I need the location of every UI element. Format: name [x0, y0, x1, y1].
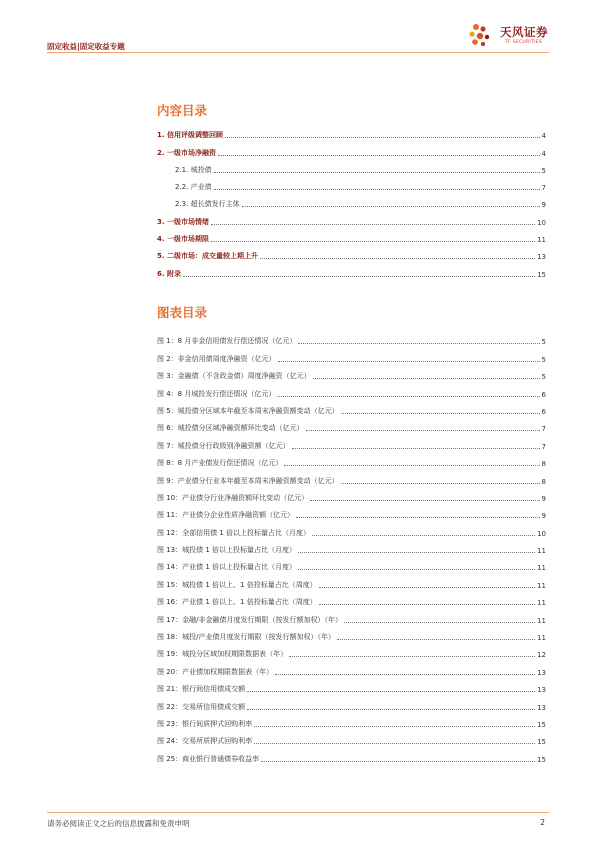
figure-entry[interactable]	[157, 399, 546, 416]
logo-name-en: TF SECURITIES	[505, 40, 543, 45]
entry-label: 图 14：产业债 1 倍以上投标量占比（月度）	[157, 563, 297, 572]
entry-page-number: 9	[541, 494, 546, 503]
entry-label: 图 22：交易所信用债成交额	[157, 702, 246, 711]
entry-page-number: 11	[537, 634, 546, 643]
figure-entry[interactable]	[157, 659, 546, 676]
figure-entry[interactable]	[157, 729, 546, 746]
report-category: 固定收益|固定收益专题	[47, 42, 125, 51]
figure-entry[interactable]	[157, 346, 546, 363]
entry-label: 图 21：银行间信用债成交额	[157, 685, 246, 694]
dot-leader	[260, 258, 535, 259]
entry-label: 图 18：城投/产业债月度发行期限（按发行额加权）（年）	[157, 633, 335, 642]
entry-label: 图 20：产业债加权期限数据表（年）	[157, 667, 274, 676]
entry-page-number: 5	[541, 373, 546, 382]
entry-label: 6. 附录	[157, 269, 181, 278]
dot-leader	[242, 206, 540, 207]
figure-entry[interactable]	[157, 625, 546, 642]
entry-label: 图 7：城投债分行政级别净融资额（亿元）	[157, 441, 290, 450]
toc-entry[interactable]	[157, 209, 546, 226]
toc-entry[interactable]	[157, 175, 546, 192]
entry-page-number: 6	[541, 390, 546, 399]
figure-entry[interactable]	[157, 746, 546, 763]
dot-leader	[225, 137, 540, 138]
entry-page-number: 10	[537, 529, 546, 538]
figure-entry[interactable]	[157, 486, 546, 503]
entry-page-number: 5	[541, 355, 546, 364]
dot-leader	[278, 361, 540, 362]
figure-entry[interactable]	[157, 364, 546, 381]
entry-page-number: 4	[541, 132, 546, 141]
figure-entry[interactable]	[157, 503, 546, 520]
entry-page-number: 13	[537, 703, 546, 712]
header-divider	[47, 52, 549, 53]
dot-leader	[310, 500, 539, 501]
entry-label: 图 19：城投分区域加权期限数据表（年）	[157, 650, 288, 659]
entry-page-number: 15	[537, 720, 546, 729]
entry-label: 图 6：城投债分区域净融资额环比变动（亿元）	[157, 424, 304, 433]
dot-leader	[247, 691, 535, 692]
dot-leader	[254, 726, 535, 727]
toc-entry[interactable]	[157, 261, 546, 278]
dot-leader	[284, 465, 539, 466]
dot-leader	[319, 604, 535, 605]
dot-leader	[275, 674, 535, 675]
figures-title: 图表目录	[157, 305, 208, 320]
entry-page-number: 4	[541, 149, 546, 158]
entry-label: 1. 信用评级调整回顾	[157, 131, 223, 140]
entry-page-number: 15	[537, 738, 546, 747]
entry-page-number: 10	[537, 218, 546, 227]
toc-entry[interactable]	[157, 227, 546, 244]
entry-label: 图 17：金融/非金融债月度发行期限（按发行额加权）（年）	[157, 615, 342, 624]
dot-leader	[289, 656, 535, 657]
dot-leader	[277, 396, 539, 397]
entry-page-number: 5	[541, 338, 546, 347]
entry-label: 图 16：产业债 1 倍以上、1 倍投标量占比（周度）	[157, 598, 317, 607]
dot-leader	[214, 172, 540, 173]
entry-page-number: 11	[537, 236, 546, 245]
toc-entry[interactable]	[157, 158, 546, 175]
entry-label: 图 10：产业债分行业净融资额环比变动（亿元）	[157, 493, 309, 502]
toc-entry[interactable]	[157, 192, 546, 209]
figure-entry[interactable]	[157, 433, 546, 450]
entry-label: 图 23：银行间质押式回购利率	[157, 719, 253, 728]
dot-leader	[298, 343, 539, 344]
entry-page-number: 11	[537, 616, 546, 625]
dot-leader	[261, 761, 535, 762]
entry-page-number: 15	[537, 755, 546, 764]
entry-page-number: 13	[537, 686, 546, 695]
entry-label: 图 1：8 月非金信用债发行偿还情况（亿元）	[157, 337, 297, 346]
entry-label: 2.3. 超长债发行主体	[175, 200, 240, 209]
entry-label: 图 8：8 月产业债发行偿还情况（亿元）	[157, 459, 283, 468]
logo-name-cn: 天风证券	[500, 25, 548, 39]
entry-page-number: 9	[541, 201, 546, 210]
toc-entry[interactable]	[157, 244, 546, 261]
footer-disclaimer: 请务必阅读正文之后的信息披露和免责申明	[47, 819, 190, 828]
toc-list	[157, 123, 546, 279]
figures-list	[157, 329, 546, 764]
figure-entry[interactable]	[157, 642, 546, 659]
entry-label: 图 3：金融债（不含政金债）周度净融资（亿元）	[157, 372, 311, 381]
entry-label: 图 15：城投债 1 倍以上、1 倍投标量占比（周度）	[157, 580, 317, 589]
dot-leader	[211, 241, 535, 242]
toc-entry[interactable]	[157, 140, 546, 157]
entry-label: 2.2. 产业债	[175, 183, 212, 192]
figure-entry[interactable]	[157, 590, 546, 607]
footer-divider	[47, 812, 549, 813]
figure-entry[interactable]	[157, 538, 546, 555]
entry-label: 图 11：产业债分企业性质净融资额（亿元）	[157, 511, 295, 520]
entry-page-number: 6	[541, 407, 546, 416]
entry-label: 图 4：8 月城投发行偿还情况（亿元）	[157, 389, 276, 398]
entry-page-number: 11	[537, 581, 546, 590]
dot-leader	[247, 709, 535, 710]
entry-page-number: 8	[541, 477, 546, 486]
entry-label: 图 13：城投债 1 倍以上投标量占比（月度）	[157, 546, 297, 555]
entry-label: 图 12：全部信用债 1 倍以上投标量占比（月度）	[157, 528, 311, 537]
figure-entry[interactable]	[157, 451, 546, 468]
figure-entry[interactable]	[157, 468, 546, 485]
dot-leader	[344, 622, 535, 623]
dot-leader	[341, 413, 540, 414]
figure-entry[interactable]	[157, 555, 546, 572]
figure-entry[interactable]	[157, 520, 546, 537]
figure-entry[interactable]	[157, 381, 546, 398]
entry-label: 2. 一级市场净融资	[157, 148, 216, 157]
figure-entry[interactable]	[157, 694, 546, 711]
entry-label: 图 24：交易所质押式回购利率	[157, 737, 253, 746]
toc-title: 内容目录	[157, 103, 208, 118]
entry-label: 图 9：产业债分行业本年截至本周末净融资额变动（亿元）	[157, 476, 339, 485]
dot-leader	[254, 743, 535, 744]
entry-page-number: 8	[541, 460, 546, 469]
page-number: 2	[540, 818, 545, 827]
entry-page-number: 5	[541, 166, 546, 175]
dot-leader	[298, 569, 535, 570]
dot-leader	[296, 517, 539, 518]
figure-entry[interactable]	[157, 712, 546, 729]
entry-label: 2.1. 城投债	[175, 165, 212, 174]
entry-page-number: 13	[537, 253, 546, 262]
figure-entry[interactable]	[157, 677, 546, 694]
dot-leader	[211, 224, 535, 225]
dot-leader	[218, 155, 540, 156]
dot-leader	[312, 535, 535, 536]
entry-page-number: 11	[537, 599, 546, 608]
entry-label: 5. 二级市场：成交量较上期上升	[157, 252, 258, 261]
entry-page-number: 7	[541, 425, 546, 434]
dot-leader	[306, 430, 540, 431]
figure-entry[interactable]	[157, 572, 546, 589]
entry-label: 图 25：商业银行普通债券收益率	[157, 754, 260, 763]
entry-label: 4. 一级市场期限	[157, 235, 209, 244]
dot-leader	[214, 189, 540, 190]
figure-entry[interactable]	[157, 416, 546, 433]
entry-label: 图 5：城投债分区域本年截至本周末净融资额变动（亿元）	[157, 406, 339, 415]
entry-page-number: 11	[537, 547, 546, 556]
entry-page-number: 12	[537, 651, 546, 660]
entry-page-number: 7	[541, 442, 546, 451]
dot-leader	[298, 552, 535, 553]
entry-page-number: 15	[537, 270, 546, 279]
dot-leader	[183, 276, 535, 277]
entry-label: 3. 一级市场情绪	[157, 217, 209, 226]
entry-page-number: 13	[537, 668, 546, 677]
figure-entry[interactable]	[157, 607, 546, 624]
entry-page-number: 9	[541, 512, 546, 521]
toc-entry[interactable]	[157, 123, 546, 140]
dot-leader	[341, 483, 540, 484]
dot-leader	[292, 448, 540, 449]
dot-leader	[337, 639, 535, 640]
figure-entry[interactable]	[157, 329, 546, 346]
dot-leader	[313, 378, 540, 379]
entry-page-number: 7	[541, 184, 546, 193]
entry-label: 图 2：非金信用债周度净融资（亿元）	[157, 354, 276, 363]
dot-leader	[319, 587, 535, 588]
entry-page-number: 11	[537, 564, 546, 573]
